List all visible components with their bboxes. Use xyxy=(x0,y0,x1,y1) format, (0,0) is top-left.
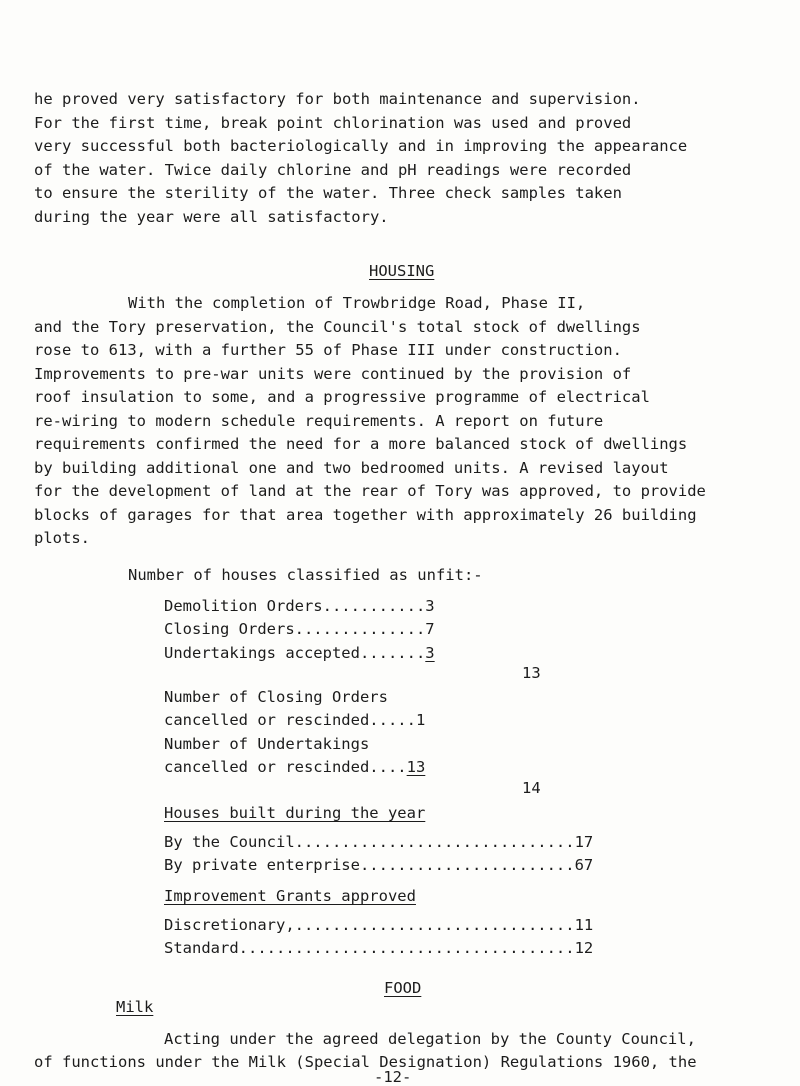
text-line: blocks of garages for that area together with approximately 26 building xyxy=(34,506,697,524)
text-line: of the water. Twice daily chlorine and pH readings were recorded xyxy=(34,161,632,179)
cancelled-closing-line1: Number of Closing Orders xyxy=(164,688,388,706)
closing-orders: Closing Orders..............7 xyxy=(164,620,435,638)
food-heading: FOOD xyxy=(384,979,422,997)
text-line: re-wiring to modern schedule requirements. A report on future xyxy=(34,412,604,430)
text-line: during the year were all satisfactory. xyxy=(34,208,389,226)
grants-standard: Standard....................................12 xyxy=(164,939,594,957)
text-line: very successful both bacteriologically and in improving the appearance xyxy=(34,137,688,155)
text-line: For the first time, break point chlorination was used and proved xyxy=(34,114,632,132)
text-line: and the Tory preservation, the Council's total stock of dwellings xyxy=(34,318,641,336)
subtotal-unfit: 13 xyxy=(522,664,541,682)
subtotal-cancelled: 14 xyxy=(522,779,541,797)
milk-heading: Milk xyxy=(116,998,154,1016)
houses-built-heading: Houses built during the year xyxy=(164,804,426,822)
text-line: requirements confirmed the need for a more balanced stock of dwellings xyxy=(34,435,688,453)
text-line: plots. xyxy=(34,529,90,547)
grants-discretionary: Discretionary,..............................11 xyxy=(164,916,594,934)
undertakings-accepted: Undertakings accepted.......3 xyxy=(164,644,435,662)
text-line: for the development of land at the rear of Tory was approved, to provide xyxy=(34,482,706,500)
text-line: by building additional one and two bedroomed units. A revised layout xyxy=(34,459,669,477)
cancelled-closing-line2: cancelled or rescinded.....1 xyxy=(164,711,426,729)
housing-heading: HOUSING xyxy=(369,262,435,280)
cancelled-undertakings-line1: Number of Undertakings xyxy=(164,735,370,753)
text-line: With the completion of Trowbridge Road, Phase II, xyxy=(128,294,586,312)
cancelled-undertakings-line2: cancelled or rescinded....13 xyxy=(164,758,426,776)
undertakings-value: 3 xyxy=(425,644,435,662)
text-line: Improvements to pre-war units were continued by the provision of xyxy=(34,365,632,383)
text-line: roof insulation to some, and a progressive programme of electrical xyxy=(34,388,650,406)
built-by-council: By the Council..............................17 xyxy=(164,833,594,851)
text-line: rose to 613, with a further 55 of Phase III under construction. xyxy=(34,341,622,359)
text-line: to ensure the sterility of the water. Three check samples taken xyxy=(34,184,622,202)
text-line: Acting under the agreed delegation by the County Council, xyxy=(164,1030,696,1048)
page-number: -12- xyxy=(374,1068,412,1086)
demolition-orders: Demolition Orders...........3 xyxy=(164,597,435,615)
improvement-grants-heading: Improvement Grants approved xyxy=(164,887,416,905)
text-line: of functions under the Milk (Special Designation) Regulations 1960, the xyxy=(34,1053,697,1071)
text-line: he proved very satisfactory for both maintenance and supervision. xyxy=(34,90,641,108)
cancelled-undertakings-value: 13 xyxy=(406,758,426,776)
unfit-heading: Number of houses classified as unfit:- xyxy=(128,566,483,584)
built-by-private: By private enterprise.......................67 xyxy=(164,856,594,874)
